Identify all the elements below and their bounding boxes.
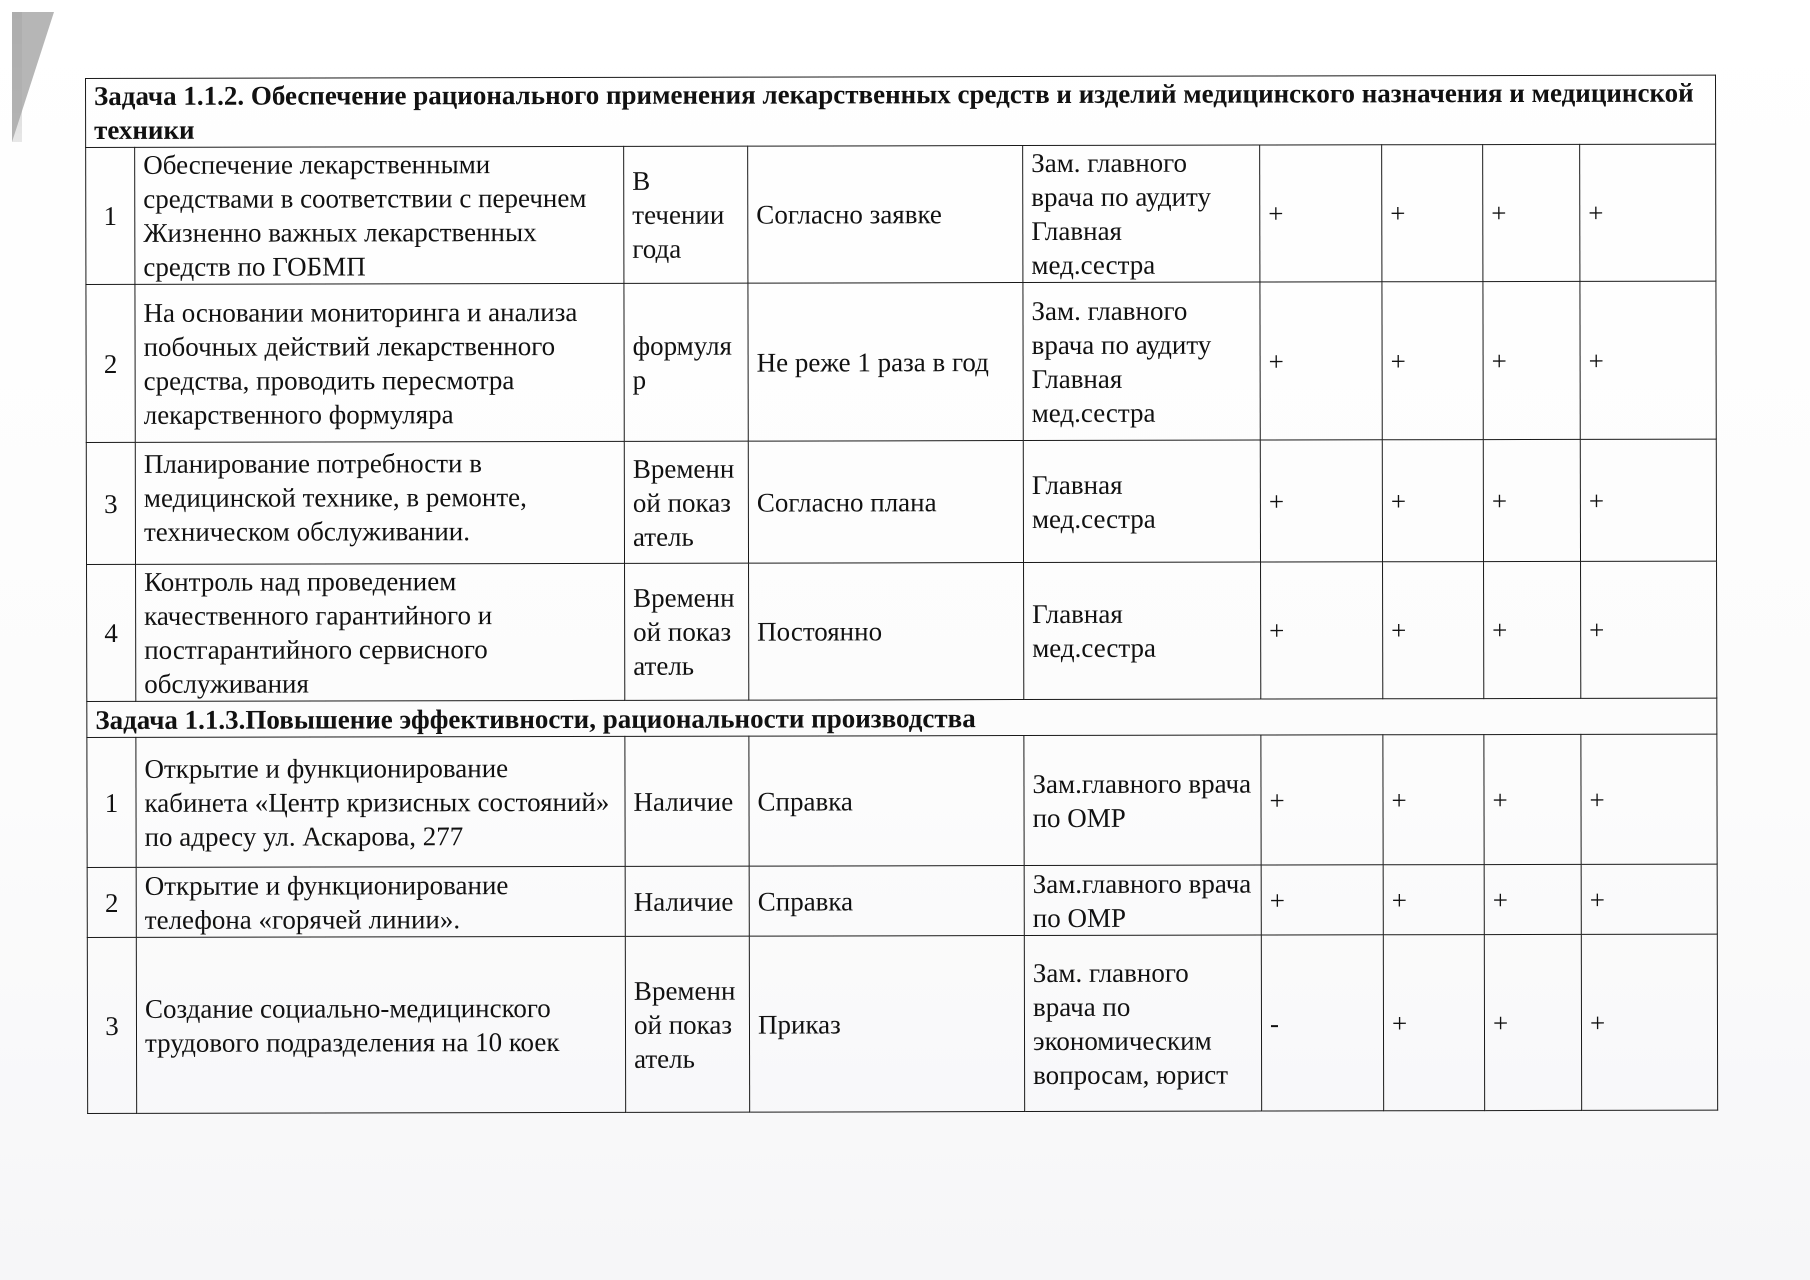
table-row	[87, 561, 1717, 701]
table-row	[87, 864, 1717, 937]
section-header-row	[87, 698, 1717, 737]
year-1-mark: +	[1261, 562, 1383, 699]
responsible-cell: Главная мед.сестра	[1023, 440, 1260, 562]
completion-form-cell: Приказ	[749, 936, 1024, 1113]
row-number: 2	[86, 284, 135, 442]
year-3-mark: +	[1483, 439, 1580, 561]
section-header-row	[86, 75, 1716, 147]
row-number: 2	[87, 867, 136, 937]
year-1-mark: +	[1261, 735, 1383, 865]
year-4-mark: +	[1581, 864, 1717, 934]
year-4-mark: +	[1581, 734, 1717, 864]
year-2-mark: +	[1383, 865, 1484, 935]
indicator-cell: Наличие	[625, 866, 749, 936]
table-row	[87, 934, 1717, 1113]
row-number: 3	[86, 442, 135, 564]
row-number: 4	[87, 564, 136, 701]
completion-form-cell: Не реже 1 раза в год	[748, 283, 1023, 442]
completion-form-cell: Справка	[749, 866, 1024, 937]
indicator-cell: Временной показатель	[625, 563, 749, 700]
section-title: Задача 1.1.2. Обеспечение рационального применения лекарственных средств и изделий медицинского назначения и медицинской техники	[86, 75, 1716, 147]
year-4-mark: +	[1580, 144, 1716, 281]
year-4-mark: +	[1581, 934, 1717, 1110]
year-4-mark: +	[1580, 439, 1716, 561]
completion-form-cell: Согласно плана	[748, 441, 1023, 564]
indicator-cell: Временной показатель	[624, 441, 748, 563]
activity-cell: На основании мониторинга и анализа побочных действий лекарственного средства, проводить пересмотра лекарственного формуляра	[135, 283, 624, 442]
row-number: 1	[86, 147, 135, 284]
year-2-mark: +	[1382, 440, 1483, 562]
year-2-mark: +	[1383, 935, 1484, 1111]
indicator-cell: Наличие	[625, 736, 749, 866]
year-4-mark: +	[1580, 281, 1716, 439]
row-number: 3	[87, 937, 136, 1113]
year-1-mark: +	[1260, 282, 1382, 440]
scan-corner-shadow	[12, 12, 54, 142]
activity-cell: Контроль над проведением качественного гарантийного и постгарантийного сервисного обслуживания	[136, 563, 625, 701]
indicator-cell: В течении года	[624, 146, 748, 283]
completion-form-cell: Постоянно	[749, 563, 1024, 701]
year-3-mark: +	[1484, 561, 1581, 698]
section-title: Задача 1.1.3.Повышение эффективности, рациональности производства	[87, 698, 1717, 737]
table-row	[86, 439, 1716, 564]
year-3-mark: +	[1483, 281, 1580, 439]
year-2-mark: +	[1383, 562, 1484, 699]
year-2-mark: +	[1382, 145, 1483, 282]
year-3-mark: +	[1484, 934, 1581, 1110]
year-1-mark: +	[1260, 440, 1382, 562]
completion-form-cell: Справка	[749, 736, 1024, 867]
year-1-mark: +	[1261, 865, 1383, 935]
year-1-mark: +	[1260, 145, 1382, 282]
responsible-cell: Зам.главного врача по ОМР	[1024, 865, 1261, 935]
activity-cell: Создание социально-медицинского трудового подразделения на 10 коек	[136, 936, 625, 1113]
activity-cell: Открытие и функционирование телефона «горячей линии».	[136, 866, 625, 937]
activity-cell: Планирование потребности в медицинской технике, в ремонте, техническом обслуживании.	[135, 441, 624, 564]
year-2-mark: +	[1383, 735, 1484, 865]
year-3-mark: +	[1483, 144, 1580, 281]
year-4-mark: +	[1581, 561, 1717, 698]
table-row	[86, 144, 1716, 284]
year-3-mark: +	[1484, 864, 1581, 934]
activity-cell: Открытие и функционирование кабинета «Центр кризисных состояний» по адресу ул. Аскарова, 277	[136, 736, 625, 867]
indicator-cell: формуляр	[624, 283, 748, 441]
row-number: 1	[87, 737, 136, 867]
year-1-mark: -	[1261, 935, 1383, 1111]
table-row	[87, 734, 1717, 867]
completion-form-cell: Согласно заявке	[748, 146, 1023, 284]
responsible-cell: Зам.главного врача по ОМР	[1024, 735, 1261, 865]
responsible-cell: Зам. главного врача по аудиту Главная мед.сестра	[1023, 282, 1260, 440]
action-plan-table	[85, 75, 1718, 1114]
activity-cell: Обеспечение лекарственными средствами в соответствии с перечнем Жизненно важных лекарственных средств по ГОБМП	[135, 146, 624, 284]
responsible-cell: Главная мед.сестра	[1024, 562, 1261, 699]
year-2-mark: +	[1382, 282, 1483, 440]
responsible-cell: Зам. главного врача по экономическим вопросам, юрист	[1024, 935, 1261, 1111]
year-3-mark: +	[1484, 734, 1581, 864]
indicator-cell: Временной показатель	[625, 936, 749, 1112]
responsible-cell: Зам. главного врача по аудиту Главная мед.сестра	[1023, 145, 1260, 282]
table-row	[86, 281, 1716, 442]
